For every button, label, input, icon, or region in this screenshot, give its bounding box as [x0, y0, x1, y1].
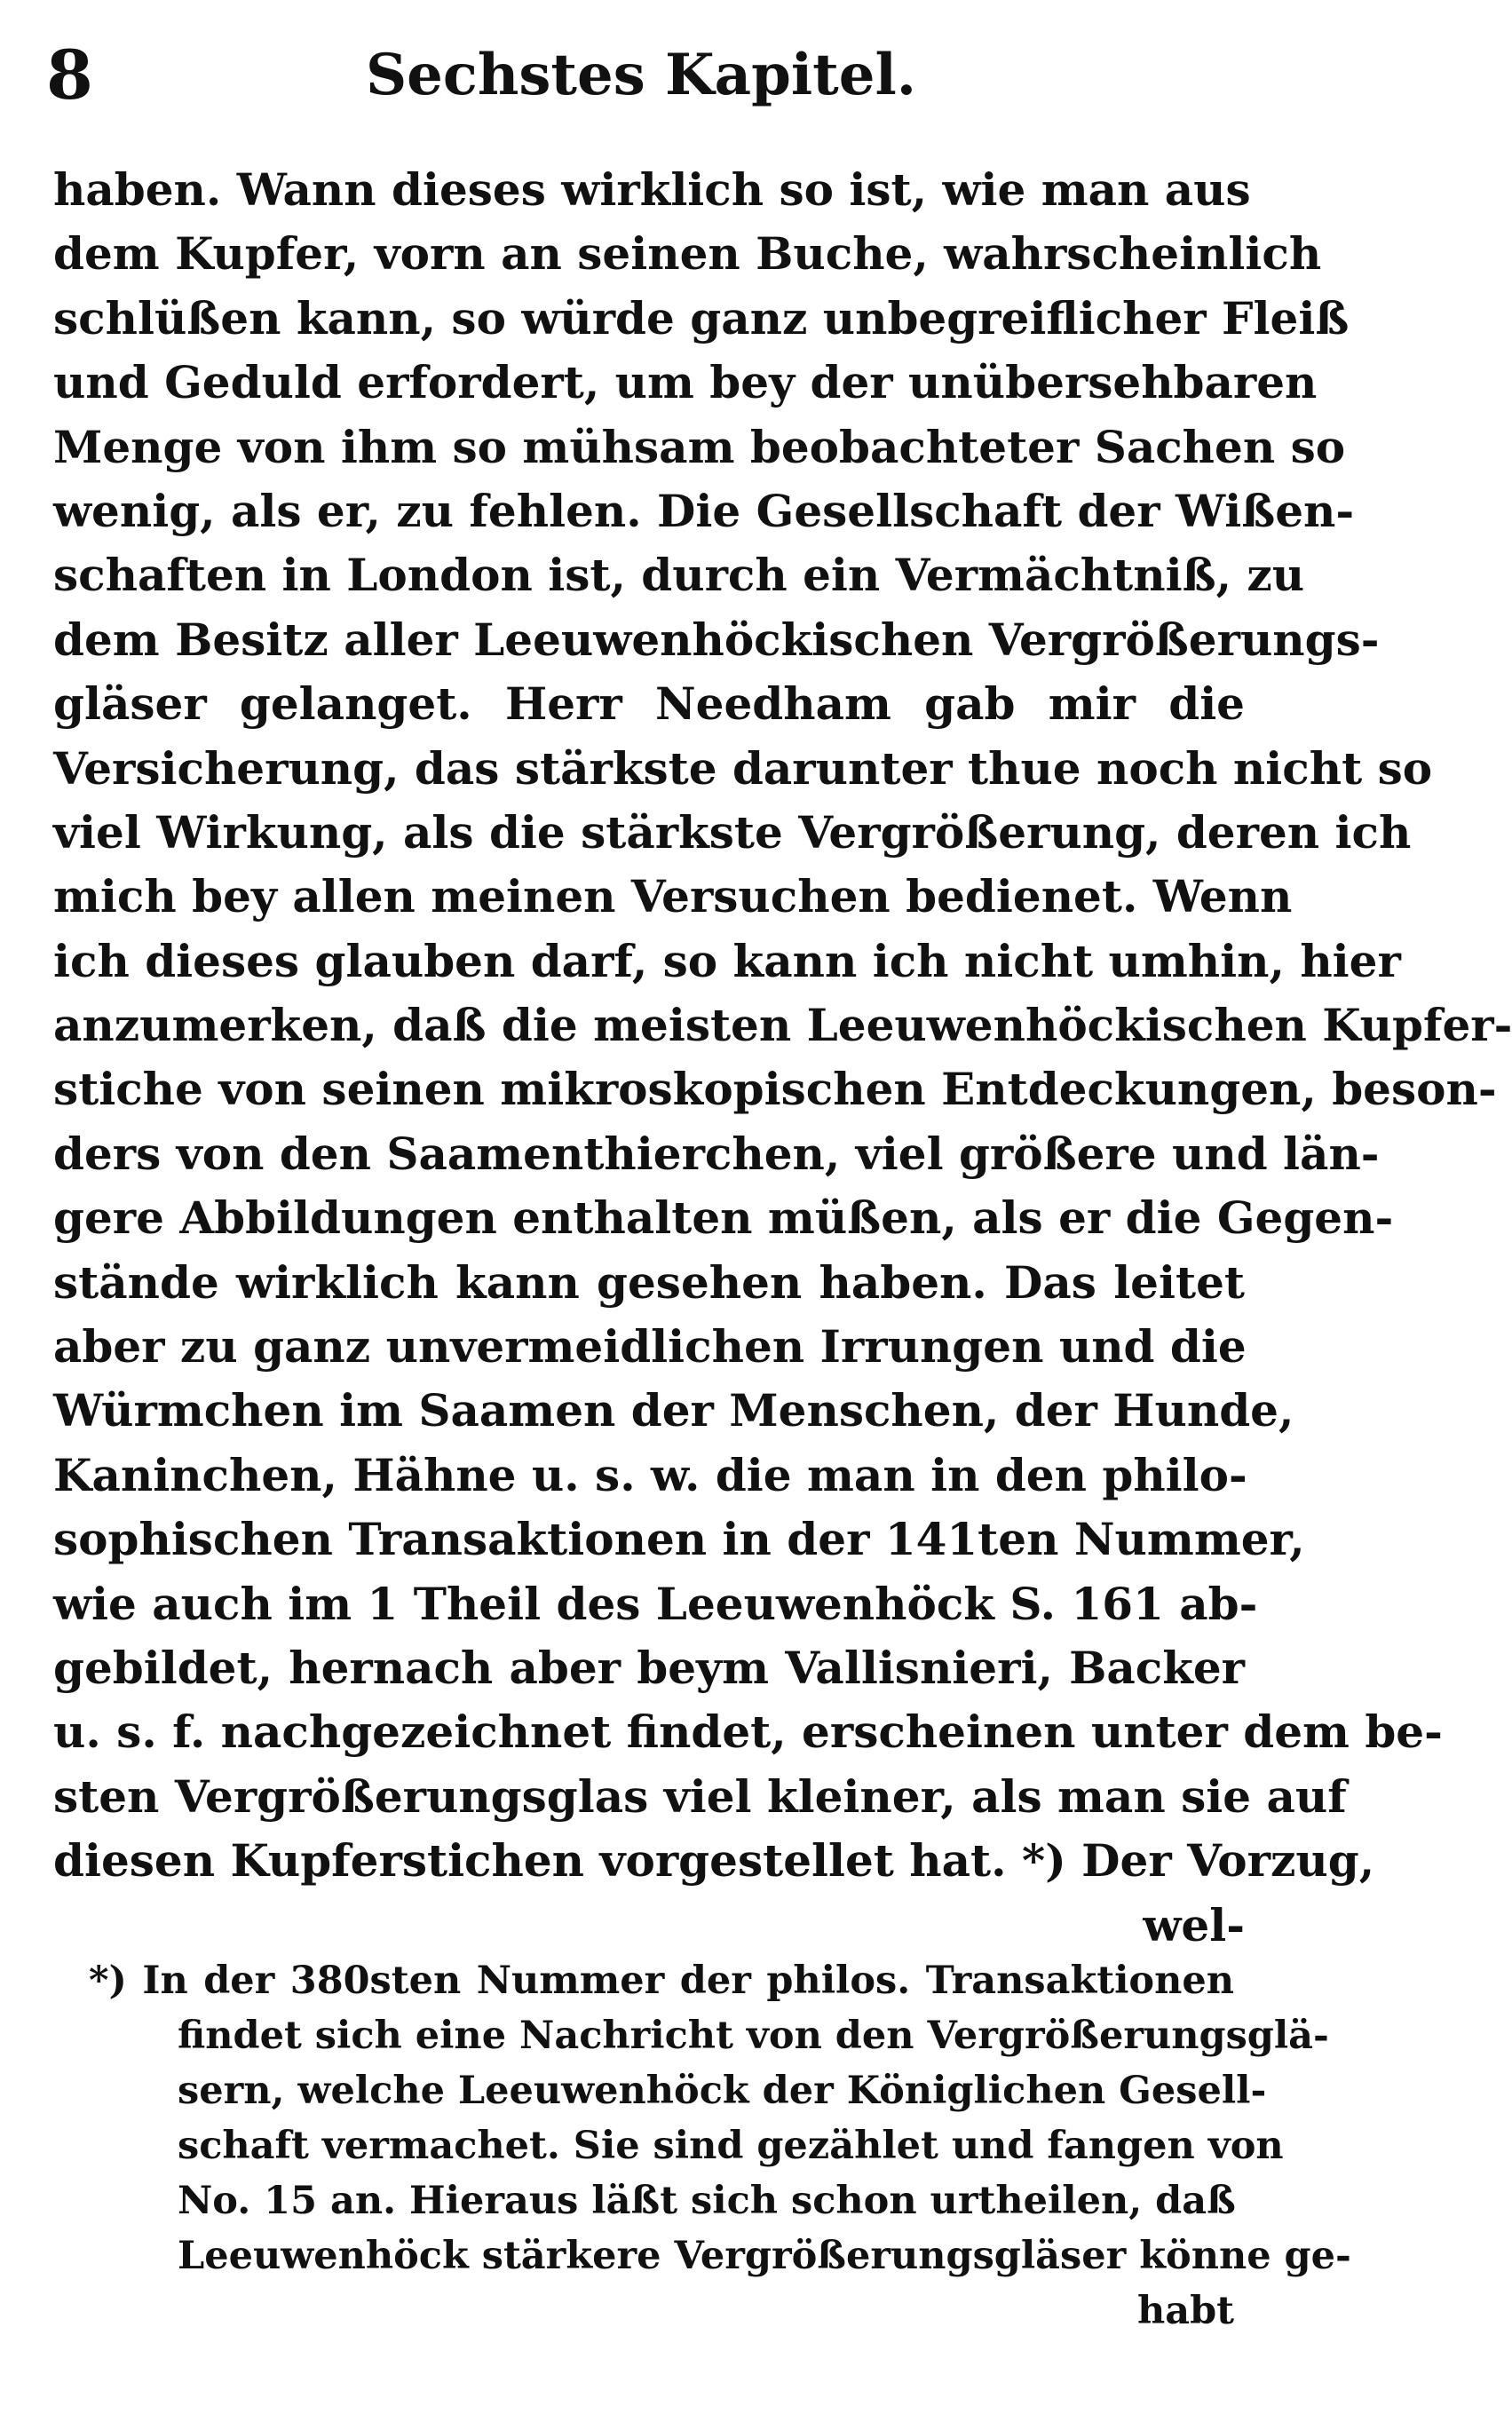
footnote-line: schaft vermachet. Sie sind gezählet und fangen von: [178, 2124, 1284, 2168]
body-line: Kaninchen, Hähne u. s. w. die man in den philo-: [53, 1448, 1247, 1501]
body-line: Würmchen im Saamen der Menschen, der Hunde,: [53, 1384, 1294, 1437]
body-line: Menge von ihm so mühsam beobachteter Sachen so: [53, 420, 1346, 473]
body-line: dem Besitz aller Leeuwenhöckischen Vergrößerungs-: [53, 613, 1380, 666]
body-line: stände wirklich kann gesehen haben. Das leitet: [53, 1255, 1245, 1309]
catchword: wel-: [1143, 1898, 1245, 1951]
body-line: mich bey allen meinen Versuchen bedienet. Wenn: [53, 870, 1293, 923]
body-line: Versicherung, das stärkste darunter thue noch nicht so: [53, 741, 1433, 795]
footnote-line: Leeuwenhöck stärkere Vergrößerungsgläser könne ge-: [178, 2234, 1351, 2278]
body-line: und Geduld erfordert, um bey der unübersehbaren: [53, 356, 1318, 409]
running-head: Sechstes Kapitel.: [365, 42, 917, 108]
footnote-line: findet sich eine Nachricht von den Vergrößerungsglä-: [178, 2014, 1329, 2058]
body-line: sten Vergrößerungsglas viel kleiner, als man sie auf: [53, 1769, 1347, 1823]
footnote-line: *) In der 380sten Nummer der philos. Transaktionen: [89, 1959, 1234, 2003]
page-header: [46, 27, 1236, 124]
body-line: anzumerken, daß die meisten Leeuwenhöckischen Kupfer-: [53, 999, 1512, 1052]
body-line: u. s. f. nachgezeichnet findet, erscheinen unter dem be-: [53, 1706, 1443, 1759]
body-line: ders von den Saamenthierchen, viel größere und län-: [53, 1127, 1380, 1180]
body-line: wenig, als er, zu fehlen. Die Gesellschaft der Wißen-: [53, 484, 1355, 537]
body-line: wie auch im 1 Theil des Leeuwenhöck S. 161 ab-: [53, 1577, 1258, 1630]
body-line: haben. Wann dieses wirklich so ist, wie man aus: [53, 163, 1251, 216]
body-line: schlüßen kann, so würde ganz unbegreiflicher Fleiß: [53, 291, 1350, 344]
body-line: dem Kupfer, vorn an seinen Buche, wahrscheinlich: [53, 227, 1322, 281]
footnote-catchword: habt: [1136, 2289, 1234, 2333]
body-line: viel Wirkung, als die stärkste Vergrößerung, deren ich: [53, 805, 1412, 859]
body-text: [53, 158, 1512, 1958]
body-line: schaften in London ist, durch ein Vermächtniß, zu: [53, 549, 1305, 602]
body-line: aber zu ganz unvermeidlichen Irrungen und die: [53, 1320, 1247, 1373]
body-line: gere Abbildungen enthalten müßen, als er die Gegen-: [53, 1191, 1394, 1245]
body-line: ich dieses glauben darf, so kann ich nicht umhin, hier: [53, 934, 1401, 987]
page-number: 8: [46, 36, 93, 115]
footnote-line: No. 15 an. Hieraus läßt sich schon urtheilen, daß: [178, 2179, 1236, 2223]
footnote: [89, 1953, 1351, 2339]
footnote-line: sern, welche Leeuwenhöck der Königlichen Gesell-: [178, 2069, 1267, 2113]
body-line: gebildet, hernach aber beym Vallisnieri, Backer: [53, 1641, 1245, 1694]
body-line: gläser gelanget. Herr Needham gab mir die: [53, 677, 1245, 731]
body-line: diesen Kupferstichen vorgestellet hat. *) Der Vorzug,: [53, 1834, 1375, 1888]
body-line: stiche von seinen mikroskopischen Entdeckungen, beson-: [53, 1063, 1497, 1116]
body-line: sophischen Transaktionen in der 141ten Nummer,: [53, 1513, 1305, 1566]
